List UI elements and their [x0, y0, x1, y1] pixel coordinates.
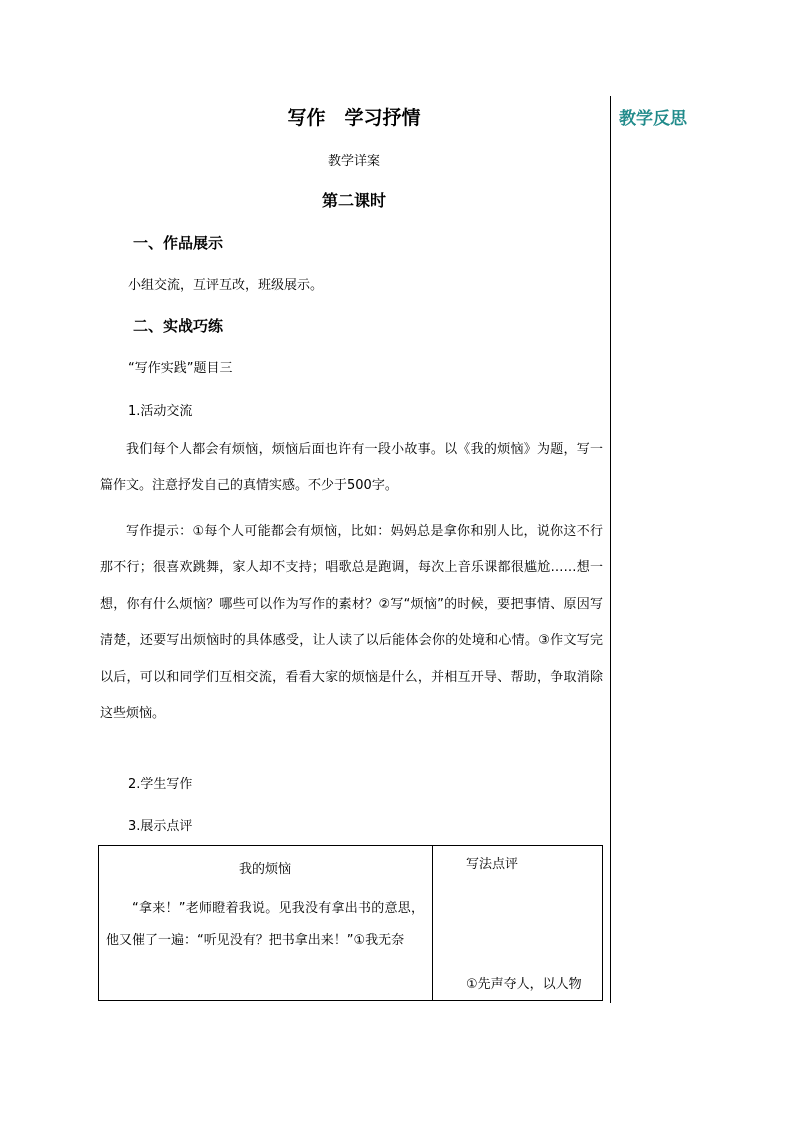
section1-text: 小组交流，互评互改，班级展示。	[128, 278, 324, 293]
essay-table-divider	[432, 845, 433, 1001]
comment-text: ①先声夺人，以人物	[466, 977, 582, 992]
section1-heading: 一、作品展示	[133, 234, 224, 252]
lesson-title: 第二课时	[321, 191, 386, 210]
step2-label: 2.学生写作	[128, 777, 193, 792]
step1-label: 1.活动交流	[128, 404, 193, 419]
comment-title: 写法点评	[466, 857, 519, 872]
task-paragraph: 我们每个人都会有烦恼，烦恼后面也许有一段小故事。以《我的烦恼》为题，写一篇作文。注意抒发自己的真情实感。不少于500字。	[100, 442, 603, 494]
section2-topic: “写作实践”题目三	[128, 361, 233, 376]
tips-paragraph: 写作提示：①每个人可能都会有烦恼，比如：妈妈总是拿你和别人比，说你这不行那不行；很喜欢跳舞，家人却不支持；唱歌总是跑调，每次上音乐课都很尴尬……想一想，你有什么烦恼？哪些可以作为写作的素材？②写“烦恼”的时候，要把事情、原因写清楚，还要写出烦恼时的具体感受，让人读了以后能体会你的处境和心情。③作文写完以后，可以和同学们互相交流，看看大家的烦恼是什么，并相互开导、帮助，争取消除这些烦恼。	[100, 524, 603, 722]
teaching-reflection-title: 教学反思	[619, 109, 687, 129]
column-divider	[610, 96, 611, 1003]
section2-heading: 二、实战巧练	[133, 317, 224, 335]
step3-label: 3.展示点评	[128, 819, 193, 834]
page-subtitle: 教学详案	[327, 154, 380, 169]
essay-title: 我的烦恼	[238, 862, 291, 877]
essay-text: “拿来！”老师瞪着我说。见我没有拿出书的意思，他又催了一遍：“听见没有？把书拿出来！”①我无奈	[106, 901, 424, 948]
page-title: 写作 学习抒情	[287, 107, 421, 129]
